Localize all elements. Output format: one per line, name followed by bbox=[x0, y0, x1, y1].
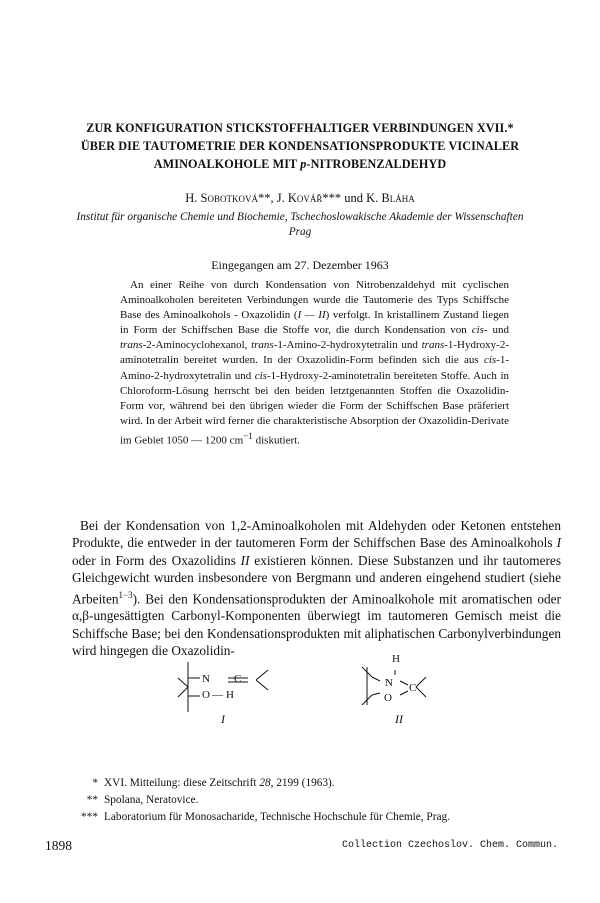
footnote-2-text: Spolana, Neratovice. bbox=[104, 794, 199, 806]
abstract-text-8: -1-Hydroxy-2-aminotetralin bereiteten Stoffe. Auch in Chloroform-Lösung herrscht bei den beiden letztgenannten Stoffen die Oxazolidin-Form vor, während bei den übrigen wieder die Form der Schiffschen Base präferiert wird. In der Arbeit wird ferner die charakteristische Absorption der Oxazolidin-Derivate im Gebiet 1050 — 1200 cm bbox=[120, 369, 509, 447]
author-1-mark: ** bbox=[257, 191, 271, 205]
footnote-3 bbox=[70, 809, 570, 826]
author-3-name: Bláha bbox=[381, 191, 415, 205]
abstract-trans-3: trans bbox=[421, 339, 445, 352]
body-text-2: oder in Form des Oxazolidins bbox=[72, 552, 241, 568]
institute-line-1: Institut für organische Chemie und Biochemie, Tschechoslowakische Akademie der Wissenschaften bbox=[76, 211, 524, 223]
page-number: 1898 bbox=[45, 838, 72, 853]
abstract-text-5: -1-Amino-2-hydroxytetralin und bbox=[273, 339, 422, 352]
title-italic-p: p bbox=[300, 157, 307, 171]
body-text-3: existieren können. Diese Substanzen und ihr tautomeres Gleichgewicht wurden insbesondere von Bergmann und anderen eingehend studiert (siehe Arbeiten bbox=[72, 552, 561, 607]
institute-affiliation bbox=[40, 210, 560, 240]
body-ref-II: II bbox=[240, 552, 250, 568]
abstract-trans-1: trans bbox=[120, 339, 143, 352]
abstract-text-4: -2-Aminocyclohexanol, bbox=[142, 339, 252, 352]
abstract-text-3: - und bbox=[483, 324, 509, 337]
abstract-ref: I — II bbox=[297, 309, 326, 322]
title-line-3c: -NITROBENZALDEHYD bbox=[306, 157, 447, 171]
formula-I-oxygen: O bbox=[202, 689, 210, 701]
body-ref-I: I bbox=[556, 535, 561, 551]
abstract-superscript: −1 bbox=[243, 430, 253, 441]
abstract bbox=[120, 278, 509, 449]
formula-II-bonds bbox=[350, 645, 450, 715]
journal-name: Collection Czechoslov. Chem. Commun. bbox=[341, 840, 558, 851]
abstract-cis-2: cis bbox=[483, 354, 497, 367]
body-paragraph bbox=[72, 517, 561, 660]
author-list bbox=[50, 190, 550, 206]
author-separator-2: und K. bbox=[341, 191, 382, 205]
formula-I-carbon: C bbox=[234, 673, 242, 685]
abstract-text-6: -1-Hydroxy-2-aminotetralin bereitet wurden. In der Oxazolidin-Form befinden sich die aus bbox=[120, 339, 509, 367]
footnote-1-text: XVI. Mitteilung: diese Zeitschrift bbox=[104, 777, 260, 789]
formula-II-carbon: C bbox=[409, 682, 417, 694]
abstract-trans-2: trans bbox=[251, 339, 274, 352]
abstract-text-1: An einer Reihe von durch Kondensation von Nitrobenzaldehyd mit cyclischen Aminoalkoholen bereiteten Verbindungen wurde die Tautomerie des Typs Schiffsche Base des Aminoalkohols - Oxazolidin ( bbox=[120, 279, 509, 322]
formula-I-bond: — bbox=[212, 689, 223, 701]
abstract-cis-1: cis bbox=[471, 324, 484, 337]
footnote-1 bbox=[70, 775, 570, 792]
abstract-text-2: ) verfolgt. In kristallinem Zustand liegen in Form der Schiffschen Base die Stoffe vor, die durch Kondensation von bbox=[120, 309, 509, 337]
body-citation-superscript: 1−3 bbox=[118, 589, 133, 600]
footnotes bbox=[70, 775, 570, 826]
body-text-4: ). Bei den Kondensationsprodukten der Aminoalkohole mit aromatischen oder α,β-ungesättigten Carbonyl-Komponenten überwiegt im tautomeren Gemisch meist die Schiffsche Base; bei den Kondensationsprodukten mit aliphatischen Carbonylverbindungen wird hingegen die Oxazolidin- bbox=[72, 591, 561, 659]
title-line-2: ÜBER DIE TAUTOMETRIE DER KONDENSATIONSPRODUKTE VICINALER bbox=[80, 139, 520, 153]
formula-I-nitrogen: N bbox=[202, 673, 210, 685]
abstract-cis-3: cis bbox=[254, 369, 267, 382]
formula-II-hydrogen: H bbox=[392, 653, 400, 665]
received-date: Eingegangen am 27. Dezember 1963 bbox=[211, 258, 389, 272]
author-2-name: Kovář bbox=[287, 191, 323, 205]
abstract-text-9: diskutiert. bbox=[252, 434, 300, 447]
formula-II-label: II bbox=[395, 712, 403, 726]
author-1-name: Sobotková bbox=[200, 191, 258, 205]
formula-II-nitrogen: N bbox=[385, 677, 393, 689]
footnote-3-mark: *** bbox=[81, 811, 98, 823]
formula-I-label: I bbox=[221, 712, 225, 726]
institute-line-2: Prag bbox=[288, 226, 312, 238]
formula-II-oxygen: O bbox=[384, 692, 392, 704]
footnote-1-volume: 28 bbox=[259, 777, 271, 789]
article-title bbox=[50, 119, 550, 173]
title-line-1: ZUR KONFIGURATION STICKSTOFFHALTIGER VERBINDUNGEN XVII.* bbox=[86, 121, 514, 135]
footnote-1-rest: , 2199 (1963). bbox=[270, 777, 335, 789]
author-separator-1: , J. bbox=[270, 191, 288, 205]
title-line-3 bbox=[50, 155, 550, 173]
author-2-mark: *** bbox=[322, 191, 342, 205]
footnote-1-mark: * bbox=[92, 777, 98, 789]
title-line-3a: AMINOALKOHOLE MIT bbox=[153, 157, 301, 171]
abstract-text-7: -1-Amino-2-hydroxytetralin und bbox=[120, 354, 509, 382]
footnote-2-mark: ** bbox=[86, 794, 98, 806]
author-1-initial: H. bbox=[185, 191, 201, 205]
body-text-1: Bei der Kondensation von 1,2-Aminoalkoholen mit Aldehyden oder Ketonen entstehen Produkte, die entweder in der tautomeren Form der Schiffschen Base des Aminoalkohols bbox=[72, 518, 561, 551]
formula-I-bonds bbox=[168, 660, 328, 720]
footnote-2 bbox=[70, 792, 570, 809]
formula-I-hydrogen: H bbox=[226, 689, 234, 701]
footnote-3-text: Laboratorium für Monosacharide, Technische Hochschule für Chemie, Prag. bbox=[104, 811, 450, 823]
